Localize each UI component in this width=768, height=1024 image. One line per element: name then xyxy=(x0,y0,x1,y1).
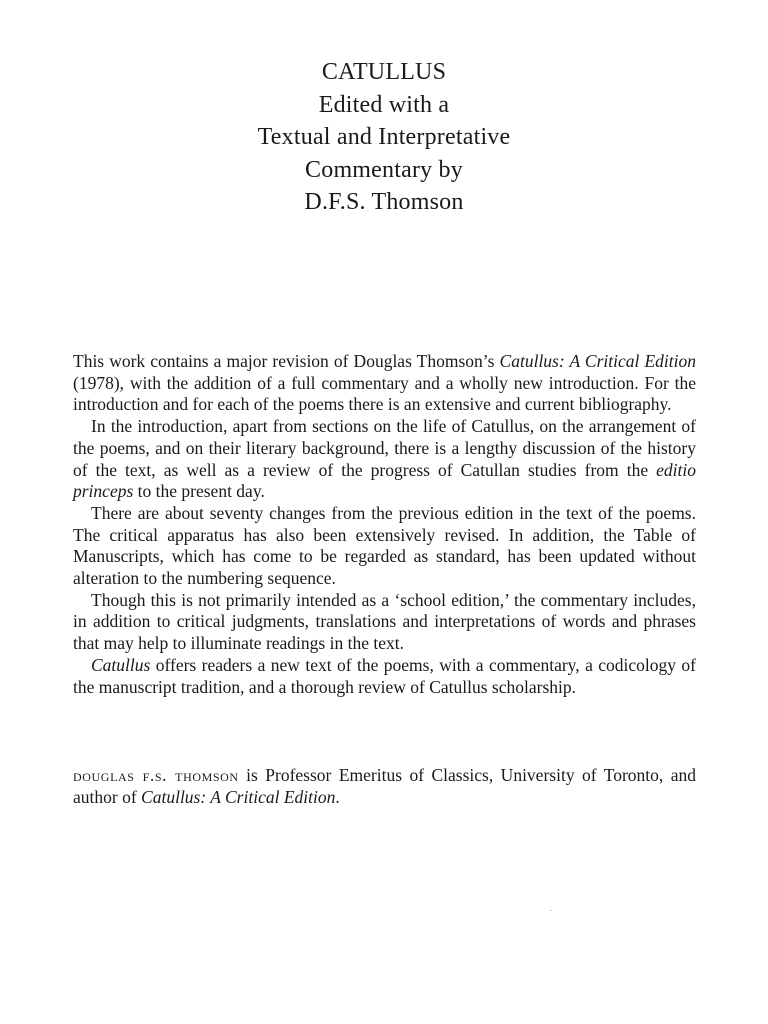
book-title-block xyxy=(0,56,768,219)
paragraph-1-text-a: This work contains a major revision of Douglas Thomson’s xyxy=(73,351,500,371)
paragraph-5 xyxy=(73,655,696,698)
title-line-1: CATULLUS xyxy=(321,59,447,85)
title-line-2: Edited with a xyxy=(318,91,450,118)
paragraph-4 xyxy=(73,590,696,655)
description-body xyxy=(73,351,696,698)
paragraph-2-italic-term: editio princeps xyxy=(73,459,696,502)
scan-speck xyxy=(550,910,552,911)
title-line-5: D.F.S. Thomson xyxy=(304,189,464,215)
author-name: douglas f.s. thomson xyxy=(73,765,239,785)
author-bio-text-b: . xyxy=(335,786,340,807)
author-bio-book-title: Catullus: A Critical Edition xyxy=(141,786,336,807)
title-line-4: Commentary by xyxy=(305,156,463,183)
author-bio xyxy=(73,765,696,808)
paragraph-2-text-c: to the present day. xyxy=(133,481,265,502)
paragraph-2-text-a: In the introduction, apart from sections on the life of Catullus, on the arrangement of the poems, and on their literary background, there is a lengthy discussion of the history of the text, as well as a review of the progress of Catullan studies from the xyxy=(73,416,696,480)
paragraph-3-text: There are about seventy changes from the previous edition in the text of the poems. The critical apparatus has also been extensively revised. In addition, the Table of Manuscripts, which has come to be regarded as standard, has been updated without alteration to the numbering sequence. xyxy=(73,502,696,589)
paragraph-3 xyxy=(73,503,696,590)
paragraph-5-text: offers readers a new text of the poems, with a commentary, a codicology of the manuscript tradition, and a thorough review of Catullus scholarship. xyxy=(73,654,696,697)
paragraph-1 xyxy=(73,351,696,416)
paragraph-1-text-c: (1978), with the addition of a full commentary and a wholly new introduction. For the introduction and for each of the poems there is an extensive and current bibliography. xyxy=(73,372,696,415)
paragraph-1-book-title: Catullus: A Critical Edition xyxy=(499,351,696,371)
paragraph-2 xyxy=(73,416,696,503)
title-line-3: Textual and Interpretative xyxy=(257,124,511,150)
paragraph-4-text: Though this is not primarily intended as a ‘school edition,’ the commentary includes, in addition to critical judgments, translations and interpretations of words and phrases that may help to illuminate readings in the text. xyxy=(73,589,696,654)
paragraph-5-book-title: Catullus xyxy=(91,654,151,675)
author-bio-text-a: is Professor Emeritus of Classics, University of Toronto, and author of xyxy=(73,765,696,807)
